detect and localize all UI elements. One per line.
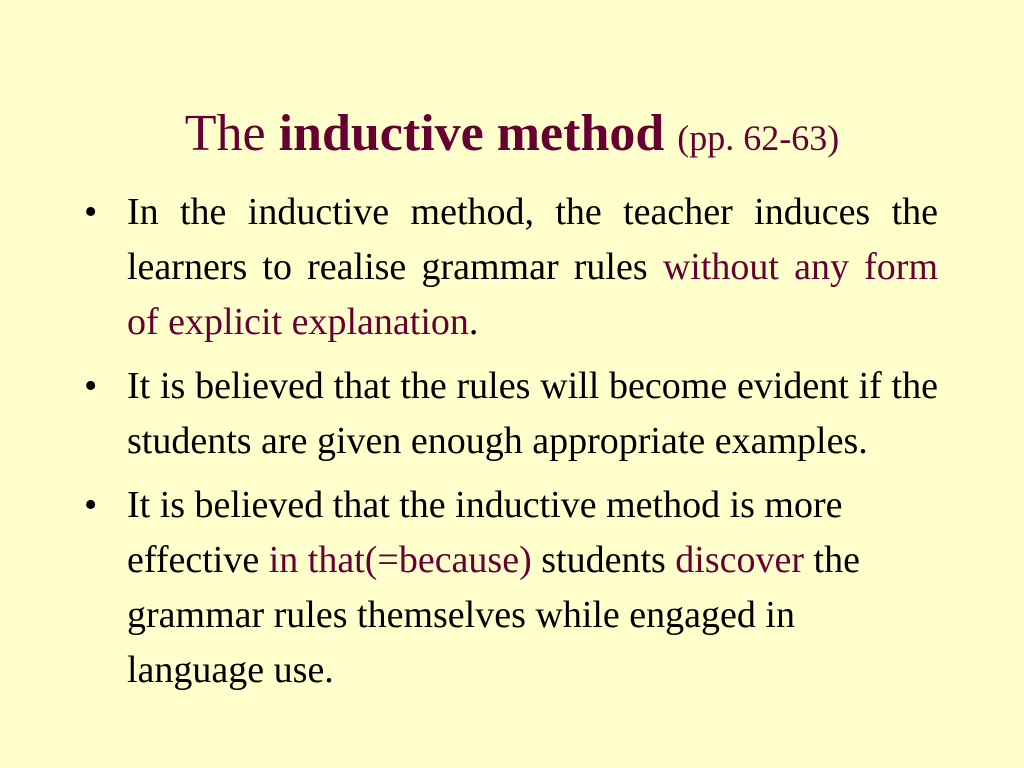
title-reference: (pp. 62-63) — [677, 118, 840, 158]
bullet-item-2 — [84, 359, 938, 469]
bullet-icon: • — [84, 365, 98, 407]
slide-title — [0, 102, 1024, 170]
bullet-text: . — [468, 301, 479, 343]
bullet-icon: • — [84, 191, 98, 233]
bullet-item-3 — [84, 478, 938, 698]
bullet-text: students — [541, 539, 666, 581]
title-main: inductive method — [278, 105, 665, 162]
highlight-text: without any form of explicit explanation — [127, 246, 939, 343]
bullet-text: It is believed that the inductive method is more effective — [127, 484, 843, 581]
bullet-text: the grammar rules themselves while engaged in language use. — [127, 539, 860, 691]
bullet-list — [84, 185, 938, 707]
bullet-icon: • — [84, 484, 98, 526]
highlight-text: in that(=because) — [268, 539, 532, 581]
bullet-item-1 — [84, 185, 938, 350]
title-prefix: The — [184, 105, 266, 162]
bullet-text: In the inductive method, the teacher induces the learners to realise grammar rules — [127, 191, 938, 288]
bullet-text: It is believed that the rules will become evident if the students are given enough appropriate examples. — [127, 365, 938, 462]
highlight-text: discover — [675, 539, 805, 581]
